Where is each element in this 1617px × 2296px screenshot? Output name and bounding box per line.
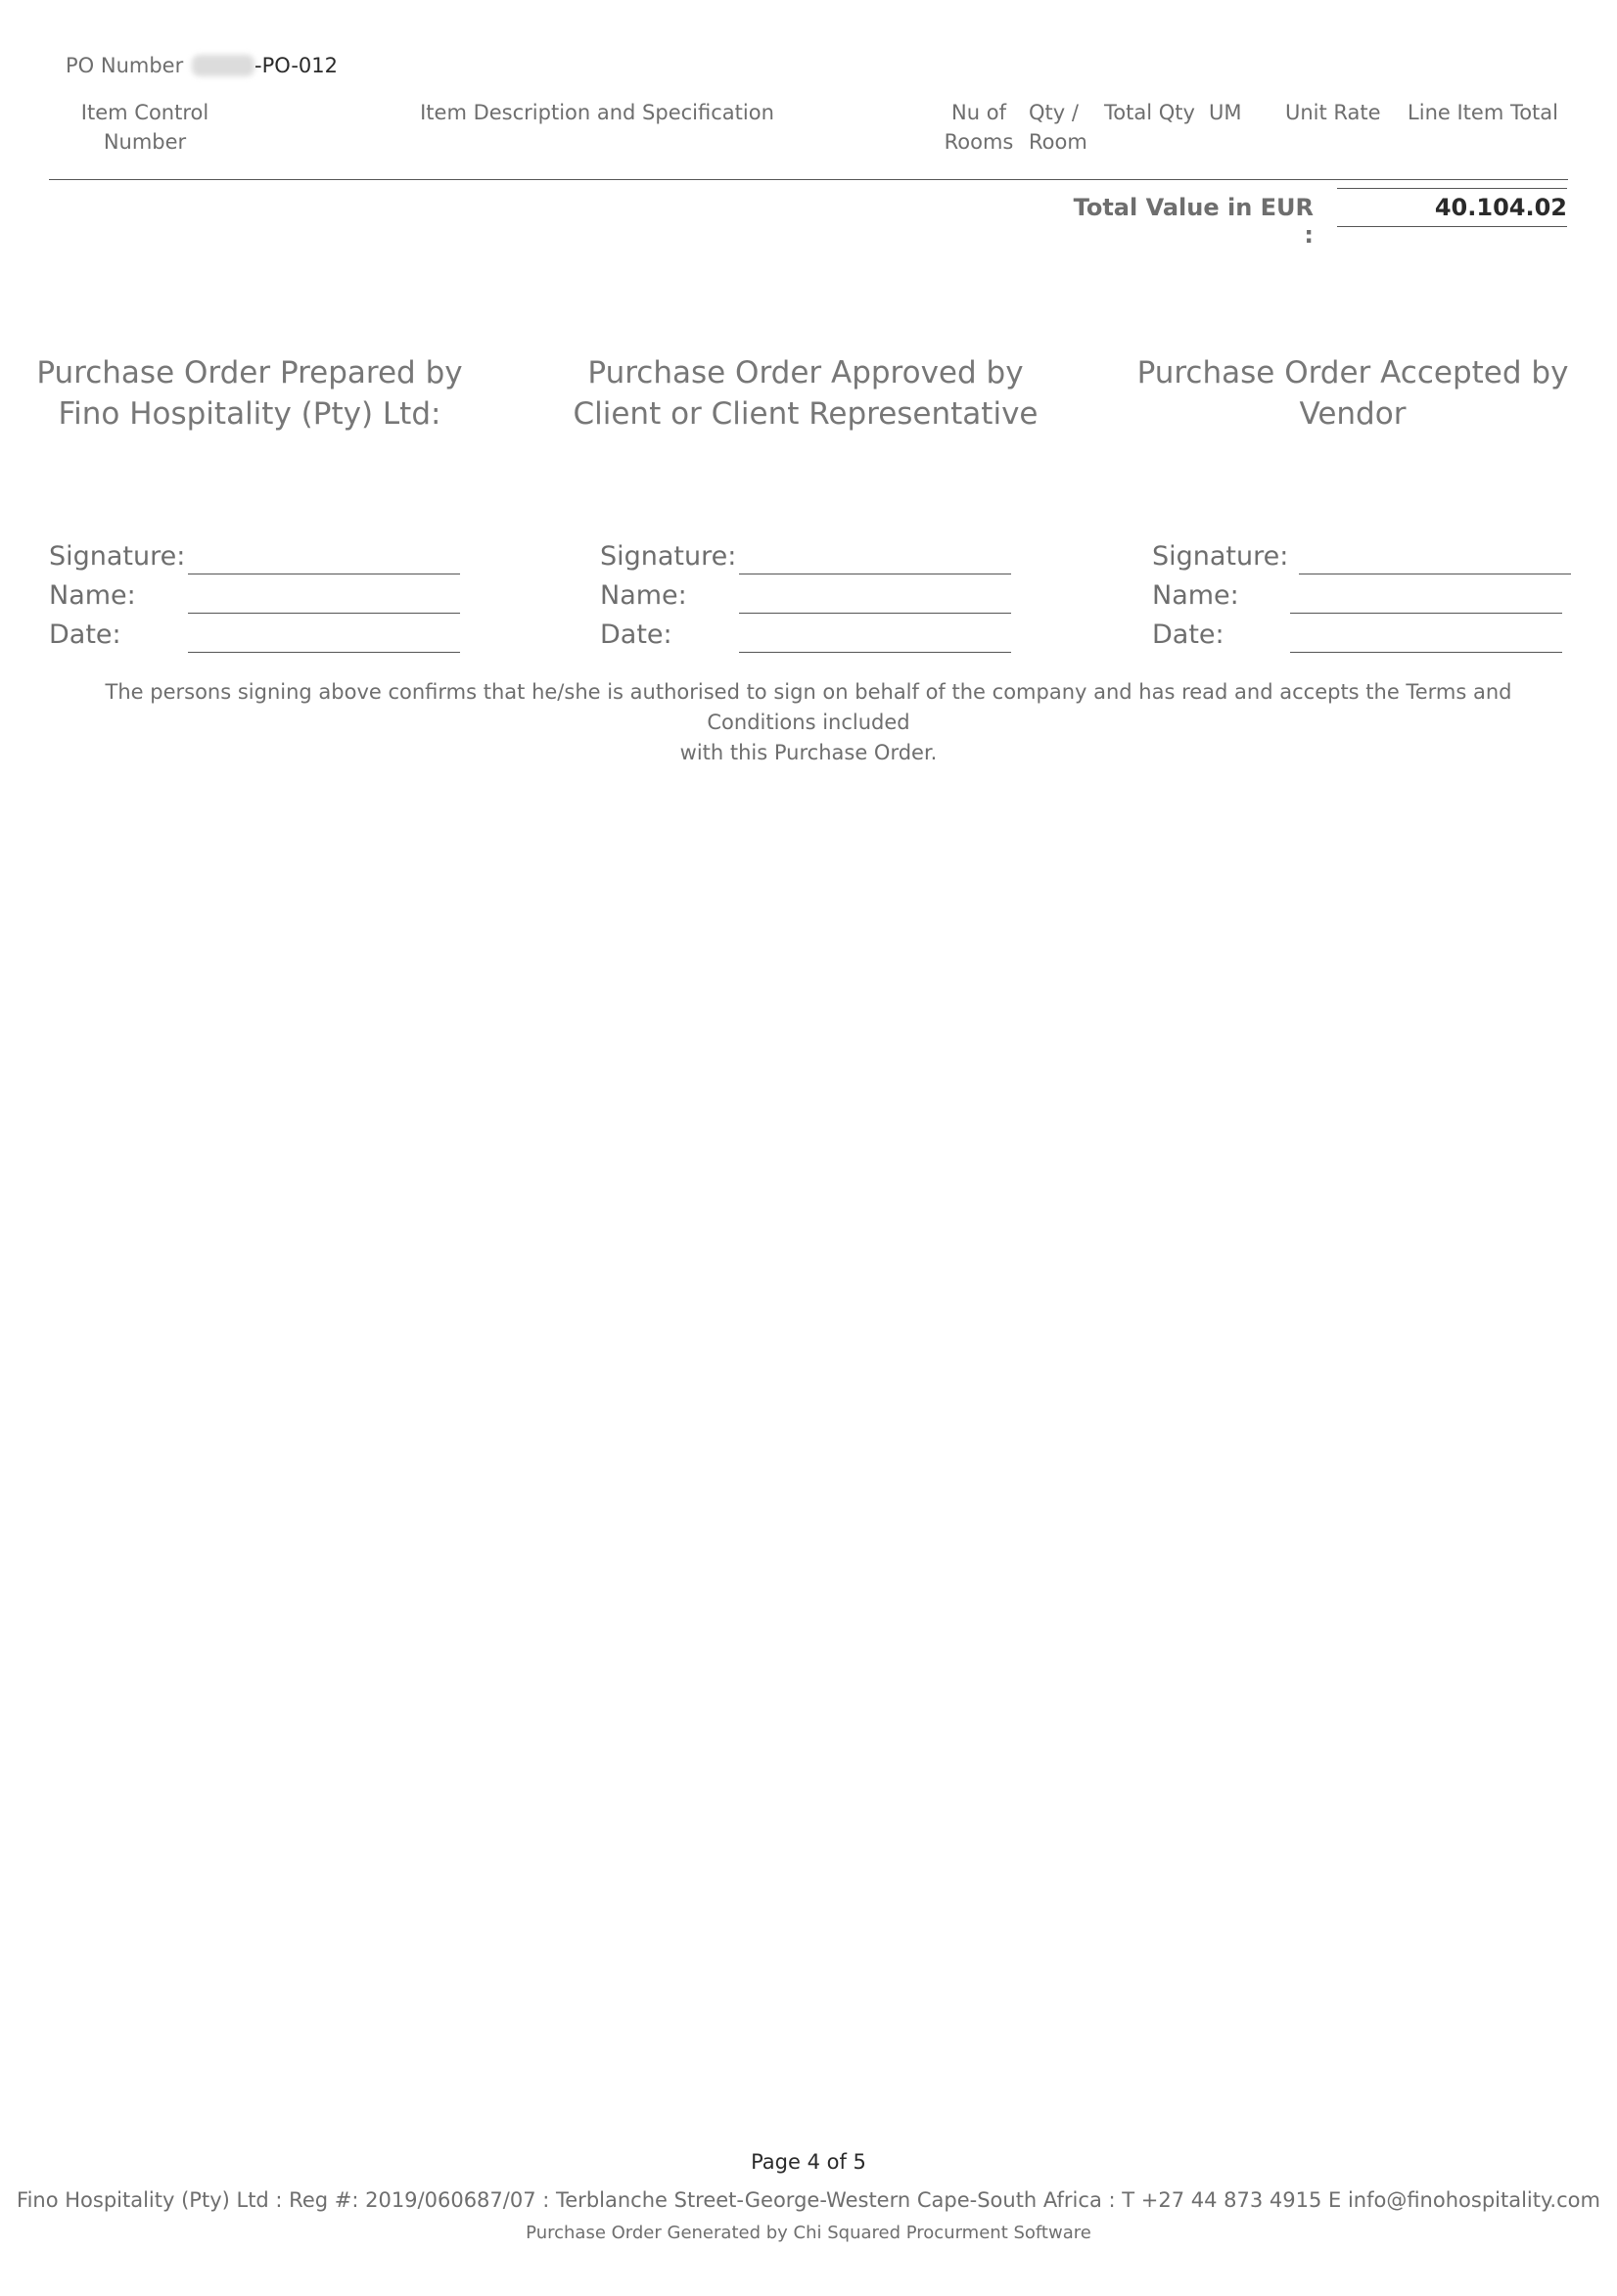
col-item-control-number: Item Control Number bbox=[80, 101, 209, 154]
prepared-signature-label: Signature: bbox=[49, 541, 186, 572]
prepared-date-label: Date: bbox=[49, 620, 121, 650]
prepared-name-line[interactable] bbox=[188, 613, 460, 614]
approved-signature-label: Signature: bbox=[600, 541, 737, 572]
header-divider bbox=[49, 179, 1568, 180]
total-value-label: Total Value in EUR : bbox=[1073, 194, 1314, 249]
approved-name-label: Name: bbox=[600, 580, 687, 611]
approved-by-heading: Purchase Order Approved by Client or Client Representative bbox=[573, 355, 1039, 432]
signing-disclaimer: The persons signing above confirms that he/she is authorised to sign on behalf of the company and has read and accepts the Terms and Conditions included with this Purchase Order. bbox=[105, 680, 1512, 764]
col-line-item-total: Line Item Total bbox=[1408, 101, 1558, 124]
accepted-date-label: Date: bbox=[1152, 620, 1224, 650]
col-total-qty: Total Qty bbox=[1104, 101, 1195, 124]
po-number-value: -PO-012 bbox=[254, 54, 339, 77]
accepted-signature-label: Signature: bbox=[1152, 541, 1289, 572]
col-um: UM bbox=[1209, 101, 1242, 124]
accepted-date-line[interactable] bbox=[1290, 652, 1562, 653]
prepared-by-heading: Purchase Order Prepared by Fino Hospitality (Pty) Ltd: bbox=[36, 355, 463, 432]
po-number-label: PO Number bbox=[66, 54, 184, 77]
col-qty-per-room: Qty / Room bbox=[1029, 101, 1087, 154]
col-unit-rate: Unit Rate bbox=[1285, 101, 1381, 124]
redacted-po-prefix bbox=[192, 55, 254, 76]
page-number: Page 4 of 5 bbox=[751, 2150, 866, 2174]
approved-name-line[interactable] bbox=[739, 613, 1011, 614]
prepared-name-label: Name: bbox=[49, 580, 136, 611]
company-details: Fino Hospitality (Pty) Ltd : Reg #: 2019/060687/07 : Terblanche Street-George-Western Cape-South Africa : T +27 44 873 4915 E info@finohospitality.com bbox=[17, 2188, 1600, 2212]
prepared-date-line[interactable] bbox=[188, 652, 460, 653]
approved-date-line[interactable] bbox=[739, 652, 1011, 653]
accepted-by-heading: Purchase Order Accepted by Vendor bbox=[1136, 355, 1569, 432]
approved-date-label: Date: bbox=[600, 620, 672, 650]
accepted-name-line[interactable] bbox=[1290, 613, 1562, 614]
col-item-description: Item Description and Specification bbox=[420, 101, 774, 124]
col-nu-of-rooms: Nu of Rooms bbox=[944, 101, 1014, 154]
generated-by-note: Purchase Order Generated by Chi Squared Procurment Software bbox=[526, 2223, 1091, 2243]
accepted-name-label: Name: bbox=[1152, 580, 1239, 611]
total-value-amount: 40.104.02 bbox=[1434, 194, 1567, 221]
